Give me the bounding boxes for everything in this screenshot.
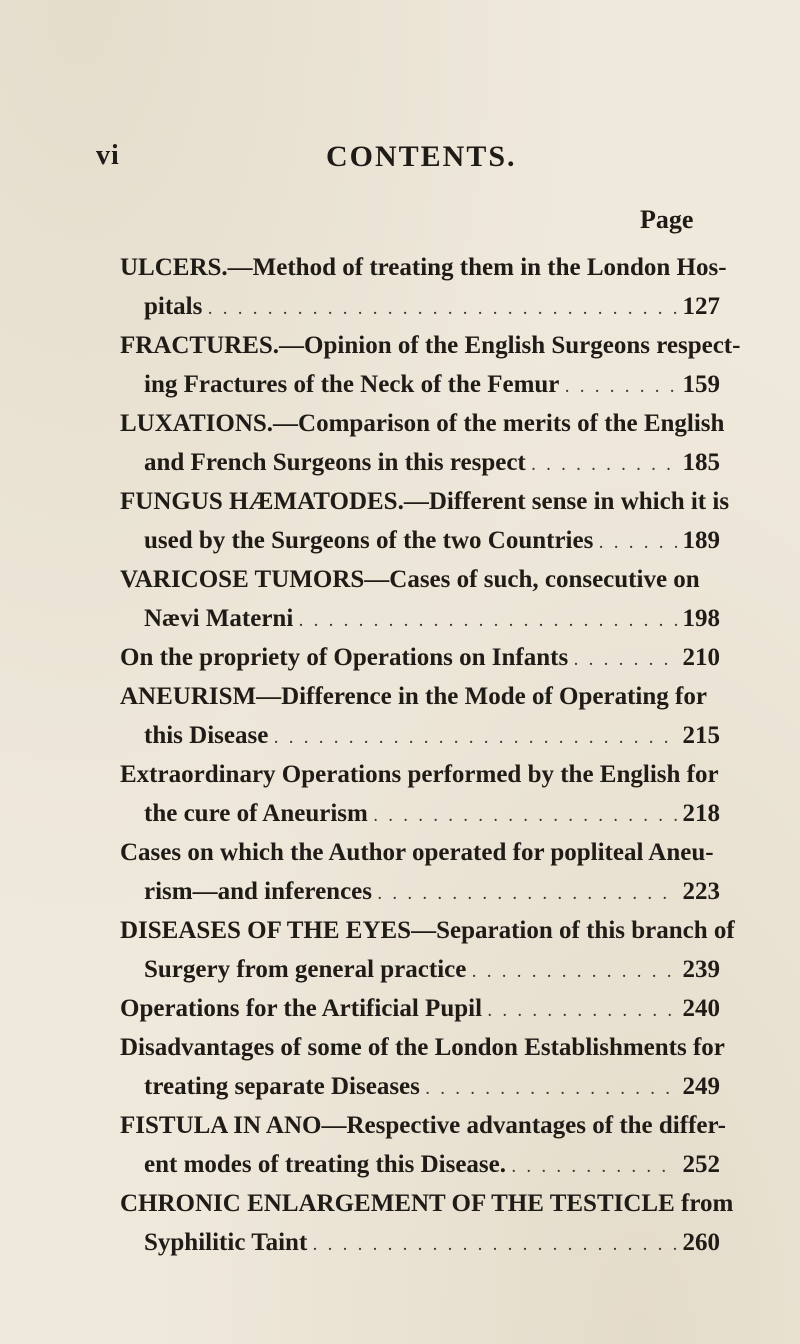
page-number: 198 xyxy=(682,605,720,632)
contents-entry xyxy=(120,1184,734,1262)
page-header xyxy=(96,140,716,180)
entry-heading-line: FRACTURES.—Opinion of the English Surgeons respect- xyxy=(120,332,741,359)
entry-heading-line: ANEURISM—Difference in the Mode of Operating for xyxy=(120,683,707,710)
entry-text: On the propriety of Operations on Infants xyxy=(120,644,569,671)
entry-text: Surgery from general practice xyxy=(144,956,467,983)
dot-leader xyxy=(313,1227,676,1266)
dot-leader xyxy=(378,876,677,915)
entry-heading-line: DISEASES OF THE EYES—Separation of this branch of xyxy=(120,917,735,944)
contents-entry xyxy=(120,326,741,404)
dot-leader xyxy=(299,603,676,642)
contents-entry xyxy=(120,833,720,911)
entry-text: pitals xyxy=(144,293,203,320)
page-number: 185 xyxy=(682,449,720,476)
page-number: 189 xyxy=(682,527,720,554)
entry-text: ing Fractures of the Neck of the Femur xyxy=(144,371,560,398)
dot-leader xyxy=(565,369,676,408)
entry-leader-line xyxy=(120,989,720,1028)
page-number: 239 xyxy=(682,956,720,983)
folio-number: vi xyxy=(96,140,120,171)
contents-entry xyxy=(120,1106,726,1184)
dot-leader xyxy=(472,954,676,993)
contents-entry xyxy=(120,638,720,677)
entry-heading-line: LUXATIONS.—Comparison of the merits of the English xyxy=(120,410,725,437)
entry-leader-line xyxy=(120,443,720,482)
contents-entry xyxy=(120,404,725,482)
page-number: 218 xyxy=(682,800,720,827)
page-number: 249 xyxy=(682,1073,720,1100)
entry-text: and French Surgeons in this respect xyxy=(144,449,526,476)
contents-list xyxy=(120,248,741,1262)
page-number: 127 xyxy=(682,293,720,320)
contents-entry xyxy=(120,677,720,755)
entry-heading-line: VARICOSE TUMORS—Cases of such, consecutive on xyxy=(120,566,700,593)
entry-leader-line xyxy=(120,872,720,911)
entry-text: used by the Surgeons of the two Countries xyxy=(144,527,594,554)
entry-text: Nævi Materni xyxy=(144,605,294,632)
dot-leader xyxy=(574,642,676,681)
contents-entry xyxy=(120,1028,725,1106)
page-number: 159 xyxy=(682,371,720,398)
entry-heading-line: FISTULA IN ANO—Respective advantages of the differ- xyxy=(120,1112,726,1139)
entry-text: ent modes of treating this Disease. xyxy=(144,1151,506,1178)
entry-leader-line xyxy=(120,365,720,404)
dot-leader xyxy=(512,1149,677,1188)
running-title: CONTENTS. xyxy=(326,140,517,173)
contents-entry xyxy=(120,911,735,989)
entry-leader-line xyxy=(120,638,720,677)
page-number: 223 xyxy=(682,878,720,905)
entry-heading-line: Disadvantages of some of the London Establishments for xyxy=(120,1034,725,1061)
dot-leader xyxy=(599,525,676,564)
entry-leader-line xyxy=(120,1145,720,1184)
entry-leader-line xyxy=(120,287,720,326)
page-number: 215 xyxy=(682,722,720,749)
entry-heading-line: FUNGUS HÆMATODES.—Different sense in which it is xyxy=(120,488,730,515)
contents-entry xyxy=(120,755,720,833)
dot-leader xyxy=(426,1071,677,1110)
contents-entry xyxy=(120,482,730,560)
entry-text: Operations for the Artificial Pupil xyxy=(120,995,483,1022)
entry-heading-line: ULCERS.—Method of treating them in the London Hos- xyxy=(120,254,727,281)
entry-text: Syphilitic Taint xyxy=(144,1229,308,1256)
page-number: 252 xyxy=(682,1151,720,1178)
entry-heading-line: CHRONIC ENLARGEMENT OF THE TESTICLE from xyxy=(120,1190,734,1217)
entry-leader-line xyxy=(120,599,720,638)
entry-text: the cure of Aneurism xyxy=(144,800,368,827)
entry-text: rism—and inferences xyxy=(144,878,372,905)
dot-leader xyxy=(532,447,677,486)
contents-entry xyxy=(120,560,720,638)
page-number: 210 xyxy=(682,644,720,671)
page-number: 260 xyxy=(682,1229,720,1256)
entry-leader-line xyxy=(120,716,720,755)
dot-leader xyxy=(488,993,676,1032)
dot-leader xyxy=(274,720,676,759)
dot-leader xyxy=(208,291,676,330)
entry-text: this Disease xyxy=(144,722,269,749)
page-number: 240 xyxy=(682,995,720,1022)
entry-heading-line: Cases on which the Author operated for popliteal Aneu- xyxy=(120,839,714,866)
entry-leader-line xyxy=(120,521,720,560)
dot-leader xyxy=(374,798,677,837)
contents-entry xyxy=(120,989,720,1028)
page-column-label: Page xyxy=(640,205,694,234)
entry-leader-line xyxy=(120,950,720,989)
contents-entry xyxy=(120,248,727,326)
entry-heading-line: Extraordinary Operations performed by the English for xyxy=(120,761,719,788)
entry-leader-line xyxy=(120,1067,720,1106)
entry-text: treating separate Diseases xyxy=(144,1073,420,1100)
entry-leader-line xyxy=(120,794,720,833)
entry-leader-line xyxy=(120,1223,720,1262)
